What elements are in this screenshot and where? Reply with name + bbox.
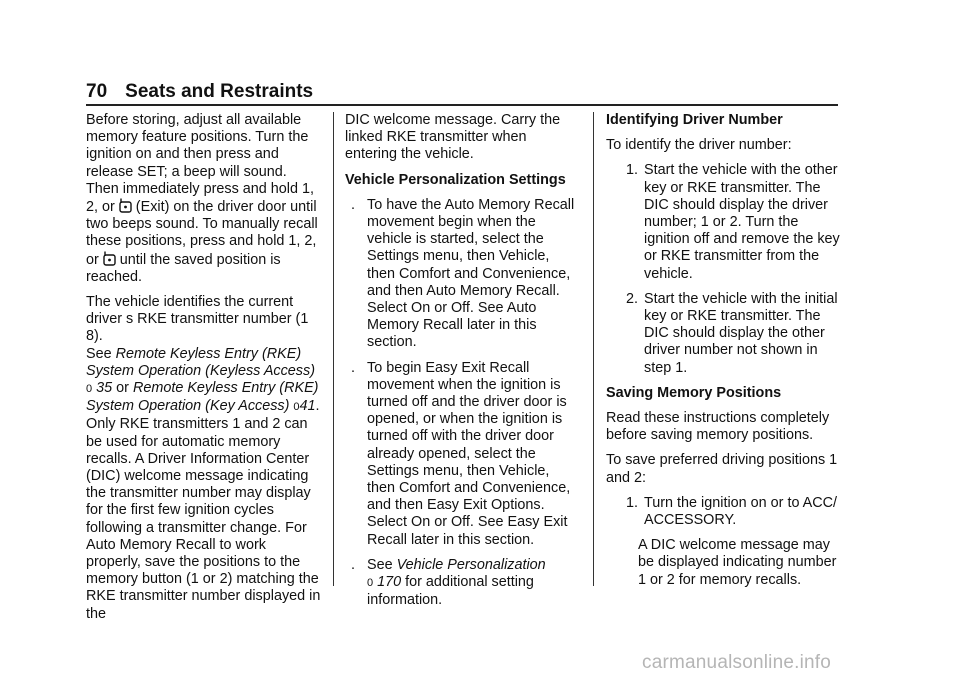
page-header: [86, 81, 313, 103]
list-item: . To begin Easy Exit Recall movement when the ignition is turned off and the driver door is opened, or when the ignition is turned off with the driver door already opened, select the Settings menu, then Vehicle, then Comfort and Convenience, and then Easy Exit Options. Select On or Off. See Easy Exit Recall later in this section.: [345, 360, 581, 549]
page-reference[interactable]: 41: [299, 398, 316, 415]
section-title: Seats and Restraints: [125, 81, 314, 102]
bullet: .: [351, 556, 355, 573]
paragraph-driver-number: The vehicle identifies the current driver s RKE transmitter number (1 8). See Remote Keyless Entry (RKE) System Operation (Keyless Access) 0 35 or Remote Keyless Entry (RKE) System Operation (Key Access) 041. Only RKE transmitters 1 and 2 can be used for automatic memory recalls. A Driver Information Center (DIC) welcome message indicating the transmitter number may display for the first few ignition cycles following a transmitter change. For Auto Memory Recall to work properly, save the positions to the memory button (1 or 2) matching the RKE transmitter number displayed in the: [86, 294, 321, 622]
header-rule: [86, 104, 838, 106]
step-number: 1.: [625, 162, 638, 179]
step-number: 2.: [625, 290, 638, 307]
cross-reference[interactable]: Remote Keyless Entry (RKE) System Operation (Keyless Access): [86, 345, 315, 379]
list-item: . To have the Auto Memory Recall movement begin when the vehicle is started, select the Settings menu, then Vehicle, then Comfort and Convenience, and then Auto Memory Recall. Select On or Off. See Auto Memory Recall later in this section.: [345, 197, 581, 352]
column-2: [345, 112, 581, 617]
list-item: 1. Turn the ignition on or to ACC/ ACCESSORY.: [606, 495, 842, 529]
step-note: A DIC welcome message may be displayed indicating number 1 or 2 for memory recalls.: [638, 537, 837, 588]
page-number: 70: [86, 81, 108, 102]
exit-button-icon: [103, 251, 116, 266]
section-heading: Vehicle Personalization Settings: [345, 171, 566, 188]
paragraph: To save preferred driving positions 1 and 2:: [606, 452, 838, 486]
paragraph: Read these instructions completely before saving memory positions.: [606, 410, 830, 444]
page-reference-icon: 0: [86, 383, 93, 396]
bullet: .: [351, 196, 355, 213]
list-item: . See Vehicle Personalization 0 170 for additional setting information.: [345, 557, 581, 610]
column-divider-2: [593, 112, 594, 586]
paragraph-store-positions: Before storing, adjust all available memory feature positions. Turn the ignition on and then press and release SET; a beep will sound. Then immediately press and hold 1, 2, or (Exit) on the driver door until two beeps sound. To manually recall these positions, press and hold 1, 2, or until the saved position is reached.: [86, 112, 318, 285]
page-reference-icon: 0: [367, 577, 374, 590]
list-item: 1. Start the vehicle with the other key or RKE transmitter. The DIC should display the driver number; 1 or 2. Turn the ignition off and remove the key or RKE transmitter from the vehicle.: [606, 162, 842, 282]
page-reference-icon: 0: [293, 401, 300, 414]
cross-reference[interactable]: Vehicle Personalization: [396, 556, 546, 573]
column-1: [86, 112, 322, 631]
step-number: 1.: [625, 494, 638, 511]
bullet: .: [351, 359, 355, 376]
section-heading: Identifying Driver Number: [606, 112, 783, 128]
watermark: carmanualsonline.info: [642, 652, 832, 673]
page-reference[interactable]: 170: [377, 574, 402, 591]
paragraph-dic-welcome: DIC welcome message. Carry the linked RKE transmitter when entering the vehicle.: [345, 112, 561, 163]
list-item: 2. Start the vehicle with the initial key or RKE transmitter. The DIC should display the other driver number not shown in step 1.: [606, 291, 842, 377]
paragraph: To identify the driver number:: [606, 137, 792, 154]
exit-button-icon: [119, 198, 132, 213]
section-heading: Saving Memory Positions: [606, 384, 782, 401]
cross-reference[interactable]: Remote Keyless Entry (RKE) System Operation (Key Access): [86, 380, 319, 415]
column-3: [606, 112, 842, 597]
page-reference[interactable]: 35: [96, 380, 113, 397]
column-divider-1: [333, 112, 334, 586]
